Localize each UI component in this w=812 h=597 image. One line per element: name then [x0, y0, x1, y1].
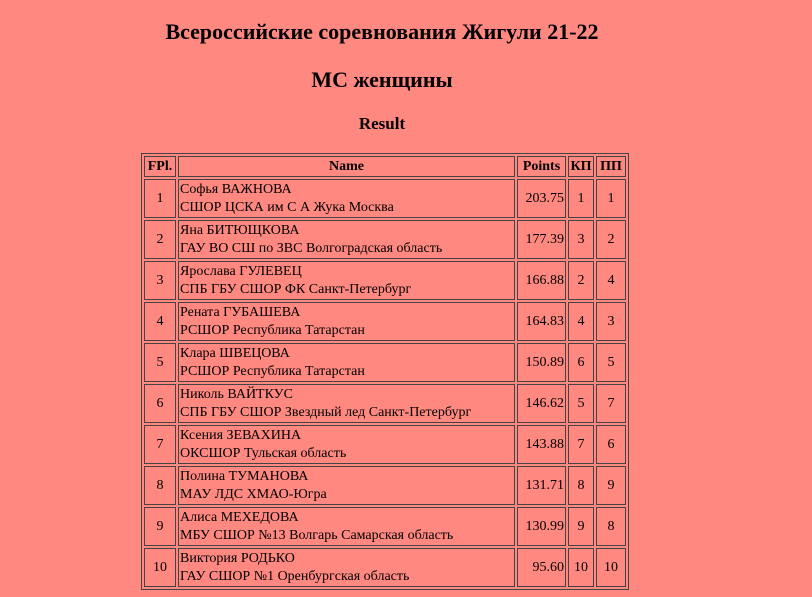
results-table	[141, 153, 629, 590]
points-cell: 177.39	[517, 220, 566, 259]
skater-name: Ярослава ГУЛЕВЕЦ	[180, 263, 302, 279]
skater-club: ОКСШОР Тульская область	[180, 445, 347, 461]
results-body	[144, 179, 626, 587]
skater-club: СШОР ЦСКА им С А Жука Москва	[180, 199, 394, 215]
points-cell: 95.60	[517, 548, 566, 587]
name-cell	[178, 220, 515, 259]
skater-club: МБУ СШОР №13 Волгарь Самарская область	[180, 527, 454, 543]
pp-cell: 3	[596, 302, 626, 341]
pp-cell: 6	[596, 425, 626, 464]
column-header-kp: КП	[568, 156, 594, 177]
points-cell: 146.62	[517, 384, 566, 423]
name-cell	[178, 302, 515, 341]
place-cell: 10	[144, 548, 176, 587]
pp-cell: 5	[596, 343, 626, 382]
skater-club: ГАУ ВО СШ по ЗВС Волгоградская область	[180, 240, 443, 256]
name-cell	[178, 343, 515, 382]
points-cell: 130.99	[517, 507, 566, 546]
pp-cell: 9	[596, 466, 626, 505]
skater-name: Рената ГУБАШЕВА	[180, 304, 301, 320]
skater-club: СПБ ГБУ СШОР Звездный лед Санкт-Петербург	[180, 404, 472, 420]
table-row	[144, 261, 626, 300]
points-cell: 166.88	[517, 261, 566, 300]
pp-cell: 10	[596, 548, 626, 587]
pp-cell: 7	[596, 384, 626, 423]
place-cell: 4	[144, 302, 176, 341]
points-cell: 150.89	[517, 343, 566, 382]
skater-club: МАУ ЛДС ХМАО-Югра	[180, 486, 327, 502]
place-cell: 1	[144, 179, 176, 218]
table-header-row	[144, 156, 626, 177]
name-cell	[178, 179, 515, 218]
kp-cell: 8	[568, 466, 594, 505]
skater-name: Клара ШВЕЦОВА	[180, 345, 290, 361]
name-cell	[178, 466, 515, 505]
points-cell: 131.71	[517, 466, 566, 505]
points-cell: 203.75	[517, 179, 566, 218]
table-row	[144, 220, 626, 259]
skater-name: Алиса МЕХЕДОВА	[180, 509, 299, 525]
kp-cell: 9	[568, 507, 594, 546]
table-row	[144, 548, 626, 587]
competition-title: Всероссийские соревнования Жигули 21-22	[165, 19, 599, 44]
skater-name: Виктория РОДЬКО	[180, 550, 295, 566]
column-header-points: Points	[517, 156, 566, 177]
skater-club: ГАУ СШОР №1 Оренбургская область	[180, 568, 410, 584]
table-row	[144, 507, 626, 546]
kp-cell: 2	[568, 261, 594, 300]
skater-club: СПБ ГБУ СШОР ФК Санкт-Петербург	[180, 281, 412, 297]
kp-cell: 3	[568, 220, 594, 259]
name-cell	[178, 507, 515, 546]
table-row	[144, 466, 626, 505]
column-header-pp: ПП	[596, 156, 626, 177]
kp-cell: 7	[568, 425, 594, 464]
place-cell: 3	[144, 261, 176, 300]
kp-cell: 6	[568, 343, 594, 382]
column-header-place: FPl.	[144, 156, 176, 177]
kp-cell: 1	[568, 179, 594, 218]
place-cell: 9	[144, 507, 176, 546]
table-row	[144, 302, 626, 341]
skater-name: Софья ВАЖНОВА	[180, 181, 292, 197]
kp-cell: 5	[568, 384, 594, 423]
name-cell	[178, 384, 515, 423]
pp-cell: 2	[596, 220, 626, 259]
category-title: МС женщины	[311, 67, 453, 92]
points-cell: 143.88	[517, 425, 566, 464]
place-cell: 2	[144, 220, 176, 259]
pp-cell: 1	[596, 179, 626, 218]
pp-cell: 4	[596, 261, 626, 300]
kp-cell: 4	[568, 302, 594, 341]
name-cell	[178, 261, 515, 300]
place-cell: 7	[144, 425, 176, 464]
table-row	[144, 179, 626, 218]
name-cell	[178, 425, 515, 464]
skater-name: Яна БИТЮЩКОВА	[180, 222, 300, 238]
skater-name: Николь ВАЙТКУС	[180, 386, 293, 402]
points-cell: 164.83	[517, 302, 566, 341]
result-subtitle: Result	[358, 114, 406, 133]
place-cell: 5	[144, 343, 176, 382]
skater-name: Полина ТУМАНОВА	[180, 468, 309, 484]
name-cell	[178, 548, 515, 587]
table-row	[144, 425, 626, 464]
kp-cell: 10	[568, 548, 594, 587]
table-row	[144, 343, 626, 382]
skater-name: Ксения ЗЕВАХИНА	[180, 427, 302, 443]
skater-club: РСШОР Республика Татарстан	[180, 363, 365, 379]
pp-cell: 8	[596, 507, 626, 546]
place-cell: 8	[144, 466, 176, 505]
table-row	[144, 384, 626, 423]
place-cell: 6	[144, 384, 176, 423]
skater-club: РСШОР Республика Татарстан	[180, 322, 365, 338]
column-header-name: Name	[178, 156, 515, 177]
